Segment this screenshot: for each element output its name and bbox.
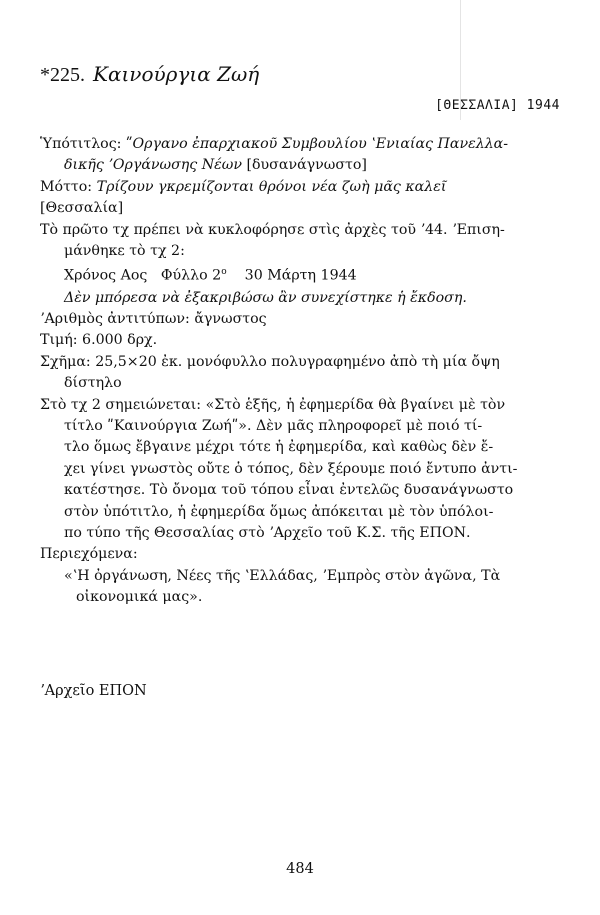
issue-date: 30 Μάρτη 1944	[244, 268, 357, 285]
issue-sheet-sup: ο	[221, 267, 227, 278]
region-year: [ΘΕΣΣΑΛΙΑ] 1944	[435, 98, 560, 113]
motto-line	[40, 177, 570, 198]
first-issue-2: μάνθηκε τὸ τχ 2:	[64, 243, 185, 260]
note-1: Στὸ τχ 2 σημειώνεται: «Στὸ ἑξῆς, ἡ ἐφημερίδα θὰ βγαίνει μὲ τὸν	[40, 396, 506, 413]
note-2: τίτλο ʺΚαινούργια Ζωήʺ». Δὲν μᾶς πληροφορεῖ μὲ ποιό τί-	[64, 418, 483, 435]
note-6: στὸν ὑπότιτλο, ἡ ἐφημερίδα ὅμως ἀπόκειται μὲ τὸν ὑπόλοι-	[64, 503, 494, 520]
first-issue-line	[40, 220, 570, 263]
contents-2: οἰκονομικά μας».	[76, 589, 203, 606]
place-line: [Θεσσαλία]	[40, 200, 124, 217]
uncertain-line: Δὲν μπόρεσα νὰ ἐξακριβώσω ἂν συνεχίστηκε ἡ ἔκδοση.	[64, 289, 467, 306]
contents-label: Περιεχόμενα:	[40, 546, 138, 563]
entry-title: Καινούργια Ζωή	[93, 62, 260, 86]
price-line: Τιμή: 6.000 δρχ.	[40, 332, 158, 349]
copies-line: ʼΑριθμὸς ἀντιτύπων: ἄγνωστος	[40, 310, 267, 327]
page-number: 484	[286, 861, 314, 877]
issue-detail-line	[40, 262, 570, 287]
contents-text	[40, 566, 570, 609]
format-line	[40, 352, 570, 395]
issue-sheet: Φύλλο 2	[160, 268, 222, 285]
note-7: πο τύπο τῆς Θεσσαλίας στὸ ʼΑρχεῖο τοῦ Κ.Σ. τῆς ΕΠΟΝ.	[64, 525, 471, 542]
format-1: Σχῆμα: 25,5×20 ἐκ. μονόφυλλο πολυγραφημένο ἀπὸ τὴ μία ὄψη	[40, 353, 500, 370]
note-4: χει γίνει γνωστὸς οὔτε ὁ τόπος, δὲν ξέρουμε ποιό ἔντυπο ἀντι-	[64, 460, 518, 477]
note-paragraph	[40, 395, 570, 545]
contents-1: «ʽΗ ὀργάνωση, Νέες τῆς ʽΕλλάδας, ʼΕμπρὸς στὸν ἀγῶνα, Τὰ	[64, 567, 501, 584]
note-3: τλο ὅμως ἔβγαινε μέχρι τότε ἡ ἐφημερίδα, καὶ καθὼς δὲν ἔ-	[64, 439, 494, 456]
issue-year: Χρόνος Αος	[64, 268, 148, 285]
subtitle-label: Ὑπότιτλος:	[40, 136, 122, 152]
entry-number: *225.	[40, 64, 85, 86]
subtitle-text-1: ʺΟργανο ἐπαρχιακοῦ Συμβουλίου ʽΕνιαίας Πανελλα-	[125, 136, 509, 152]
entry-body	[40, 134, 570, 609]
subtitle-text-2: δικῆς ʼΟργάνωσης Νέων	[64, 157, 242, 174]
subtitle-note: [δυσανάγνωστο]	[246, 157, 367, 174]
note-5: κατέστησε. Τὸ ὄνομα τοῦ τόπου εἶναι ἐντελῶς δυσανάγνωστο	[64, 482, 514, 499]
first-issue-1: Τὸ πρῶτο τχ πρέπει νὰ κυκλοφόρησε στὶς ἀρχὲς τοῦ ʼ44. ʼΕπιση-	[40, 221, 505, 238]
motto-text: Τρίζουν γκρεμίζονται θρόνοι νέα ζωὴ μᾶς καλεῖ	[96, 178, 447, 195]
subtitle-line	[40, 134, 570, 177]
entry-heading	[40, 62, 259, 87]
format-2: δίστηλο	[64, 375, 122, 392]
motto-label: Μόττο:	[40, 178, 93, 195]
archive-source: ʼΑρχεῖο ΕΠΟΝ	[40, 683, 147, 699]
